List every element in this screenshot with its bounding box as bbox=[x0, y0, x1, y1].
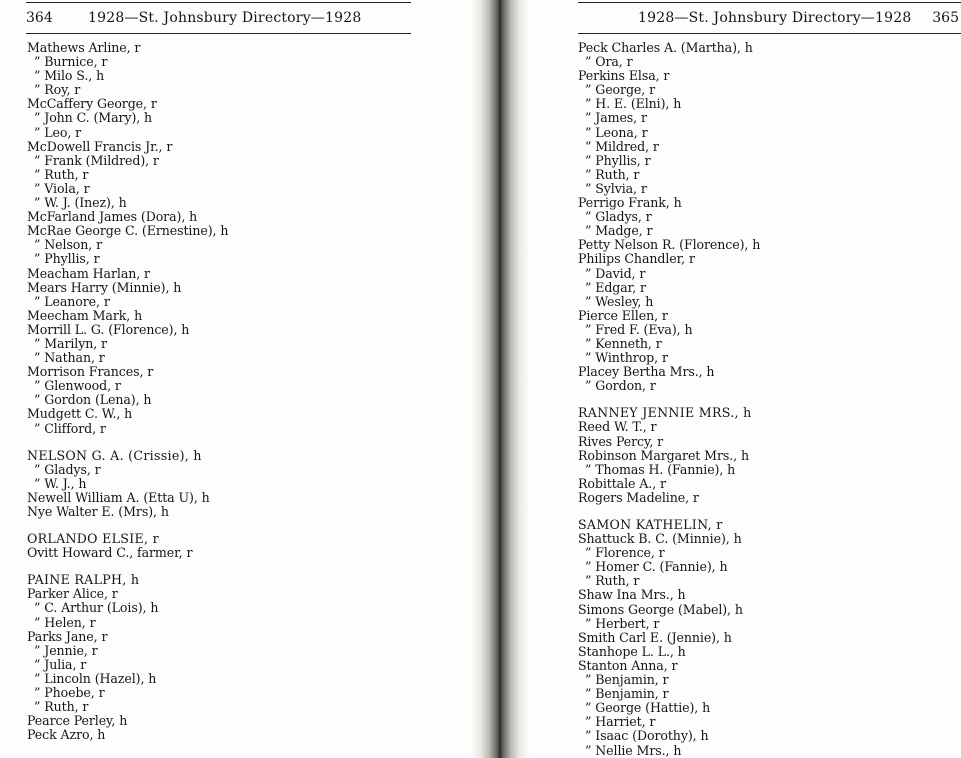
directory-entry: Pierce Ellen, r bbox=[578, 307, 668, 323]
directory-sub-entry: ” Frank (Mildred), r bbox=[34, 152, 159, 168]
directory-entry: SAMON KATHELIN, r bbox=[578, 517, 723, 532]
right-page bbox=[530, 0, 961, 758]
directory-entry: Philips Chandler, r bbox=[578, 251, 695, 267]
directory-sub-entry: ” Benjamin, r bbox=[585, 686, 669, 702]
running-head-title: 1928—St. Johnsbury Directory—1928 bbox=[638, 10, 912, 26]
directory-sub-entry: ” Ruth, r bbox=[34, 166, 89, 182]
directory-sub-entry: ” Florence, r bbox=[585, 545, 665, 561]
directory-sub-entry: ” Nelson, r bbox=[34, 237, 103, 253]
directory-sub-entry: ” Gordon (Lena), h bbox=[34, 392, 152, 408]
directory-entry: Morrison Frances, r bbox=[27, 364, 154, 380]
directory-sub-entry: ” Benjamin, r bbox=[585, 672, 669, 688]
directory-sub-entry: ” Ruth, r bbox=[585, 166, 640, 182]
directory-sub-entry: ” Roy, r bbox=[34, 82, 81, 98]
directory-sub-entry: ” Jennie, r bbox=[34, 642, 98, 658]
directory-sub-entry: ” Sylvia, r bbox=[585, 180, 647, 196]
section-gap bbox=[27, 436, 228, 449]
directory-entry: Ovitt Howard C., farmer, r bbox=[27, 545, 193, 561]
directory-sub-entry: ” W. J., h bbox=[34, 475, 87, 491]
directory-sub-entry: ” George (Hattie), h bbox=[585, 700, 711, 716]
directory-sub-entry: ” Ruth, r bbox=[34, 699, 89, 715]
directory-sub-entry: ” Phyllis, r bbox=[34, 251, 100, 267]
directory-sub-entry: ” Helen, r bbox=[34, 614, 96, 630]
directory-sub-entry: ” Phoebe, r bbox=[34, 685, 105, 701]
directory-sub-entry: ” Marilyn, r bbox=[34, 335, 107, 351]
directory-sub-entry: ” Milo S., h bbox=[34, 68, 105, 84]
running-header bbox=[578, 2, 961, 34]
directory-entry: McDowell Francis Jr., r bbox=[27, 138, 173, 154]
directory-entry: RANNEY JENNIE MRS., h bbox=[578, 405, 752, 421]
directory-entry: Parks Jane, r bbox=[27, 628, 108, 644]
directory-sub-entry: ” Clifford, r bbox=[34, 420, 106, 436]
directory-entry: Shattuck B. C. (Minnie), h bbox=[578, 531, 742, 547]
directory-sub-entry: ” Phyllis, r bbox=[585, 152, 651, 168]
directory-entry: McRae George C. (Ernestine), h bbox=[27, 223, 229, 239]
directory-entry: McCaffery George, r bbox=[27, 96, 157, 112]
directory-entry: Mears Harry (Minnie), h bbox=[27, 279, 182, 295]
directory-sub-entry: ” C. Arthur (Lois), h bbox=[34, 600, 159, 616]
directory-sub-entry: ” Gladys, r bbox=[34, 461, 101, 477]
directory-entry: Mathews Arline, r bbox=[27, 40, 141, 55]
directory-entry: Parker Alice, r bbox=[27, 586, 118, 602]
directory-sub-entry: ” Viola, r bbox=[34, 180, 90, 196]
directory-sub-entry: ” Mildred, r bbox=[585, 138, 659, 154]
directory-sub-entry: ” Winthrop, r bbox=[585, 350, 668, 366]
directory-entry: Placey Bertha Mrs., h bbox=[578, 364, 715, 380]
directory-entry: Morrill L. G. (Florence), h bbox=[27, 321, 190, 337]
directory-entry: Stanton Anna, r bbox=[578, 657, 678, 673]
directory-list bbox=[578, 41, 760, 758]
directory-sub-entry: ” John C. (Mary), h bbox=[34, 110, 153, 126]
directory-sub-entry: ” George, r bbox=[585, 82, 655, 98]
directory-entry: Petty Nelson R. (Florence), h bbox=[578, 237, 761, 253]
directory-entry: PAINE RALPH, h bbox=[27, 572, 140, 588]
directory-sub-entry: ” Nathan, r bbox=[34, 350, 105, 366]
running-header bbox=[26, 2, 411, 34]
directory-entry: Mudgett C. W., h bbox=[27, 406, 133, 422]
directory-entry: Robinson Margaret Mrs., h bbox=[578, 447, 749, 463]
directory-entry: Nye Walter E. (Mrs), h bbox=[27, 504, 169, 519]
directory-entry: Perrigo Frank, h bbox=[578, 195, 682, 211]
directory-entry: McFarland James (Dora), h bbox=[27, 209, 198, 225]
directory-entry: Smith Carl E. (Jennie), h bbox=[578, 629, 732, 645]
directory-entry: NELSON G. A. (Crissie), h bbox=[27, 447, 202, 463]
directory-entry: Pearce Perley, h bbox=[27, 713, 128, 729]
directory-sub-entry: ” Ruth, r bbox=[585, 573, 640, 589]
directory-sub-entry: ” Glenwood, r bbox=[34, 378, 121, 394]
directory-entry: Rives Percy, r bbox=[578, 433, 664, 449]
directory-entry: Robittale A., r bbox=[578, 475, 666, 491]
directory-sub-entry: ” Leo, r bbox=[34, 124, 82, 140]
directory-entry: ORLANDO ELSIE, r bbox=[27, 531, 159, 547]
directory-sub-entry: ” James, r bbox=[585, 110, 647, 126]
directory-sub-entry: ” Edgar, r bbox=[585, 279, 646, 295]
left-page bbox=[0, 0, 470, 758]
directory-entry: Rogers Madeline, r bbox=[578, 489, 699, 505]
directory-sub-entry: ” Julia, r bbox=[34, 656, 87, 672]
directory-sub-entry: ” Lincoln (Hazel), h bbox=[34, 670, 157, 686]
page-number: 365 bbox=[932, 10, 959, 26]
directory-entry: Newell William A. (Etta U), h bbox=[27, 489, 210, 505]
directory-sub-entry: ” Burnice, r bbox=[34, 54, 108, 70]
directory-sub-entry: ” Nellie Mrs., h bbox=[585, 742, 682, 758]
directory-entry: Reed W. T., r bbox=[578, 419, 657, 435]
running-head-title: 1928—St. Johnsbury Directory—1928 bbox=[88, 10, 362, 26]
directory-entry: Peck Azro, h bbox=[27, 727, 106, 743]
directory-sub-entry: ” Wesley, h bbox=[585, 293, 654, 309]
directory-sub-entry: ” Thomas H. (Fannie), h bbox=[585, 461, 736, 477]
directory-sub-entry: ” Fred F. (Eva), h bbox=[585, 321, 693, 337]
directory-sub-entry: ” Homer C. (Fannie), h bbox=[585, 559, 728, 575]
directory-sub-entry: ” Herbert, r bbox=[585, 615, 660, 631]
directory-sub-entry: ” H. E. (Elni), h bbox=[585, 96, 682, 112]
directory-entry: Simons George (Mabel), h bbox=[578, 601, 743, 617]
directory-sub-entry: ” Gordon, r bbox=[585, 378, 656, 394]
page-number: 364 bbox=[26, 10, 53, 26]
directory-sub-entry: ” Kenneth, r bbox=[585, 335, 662, 351]
directory-entry: Shaw Ina Mrs., h bbox=[578, 587, 686, 603]
directory-entry: Peck Charles A. (Martha), h bbox=[578, 40, 753, 55]
directory-sub-entry: ” David, r bbox=[585, 265, 646, 281]
directory-sub-entry: ” Ora, r bbox=[585, 54, 633, 70]
directory-sub-entry: ” Leanore, r bbox=[34, 293, 110, 309]
directory-list bbox=[27, 41, 228, 742]
directory-sub-entry: ” Madge, r bbox=[585, 223, 653, 239]
directory-entry: Stanhope L. L., h bbox=[578, 643, 686, 659]
directory-sub-entry: ” Isaac (Dorothy), h bbox=[585, 728, 709, 744]
directory-sub-entry: ” W. J. (Inez), h bbox=[34, 195, 127, 211]
directory-entry: Meecham Mark, h bbox=[27, 307, 143, 323]
directory-sub-entry: ” Harriet, r bbox=[585, 714, 656, 730]
directory-entry: Perkins Elsa, r bbox=[578, 68, 670, 84]
directory-sub-entry: ” Gladys, r bbox=[585, 209, 652, 225]
book-gutter bbox=[470, 0, 530, 758]
directory-sub-entry: ” Leona, r bbox=[585, 124, 648, 140]
directory-entry: Meacham Harlan, r bbox=[27, 265, 150, 281]
